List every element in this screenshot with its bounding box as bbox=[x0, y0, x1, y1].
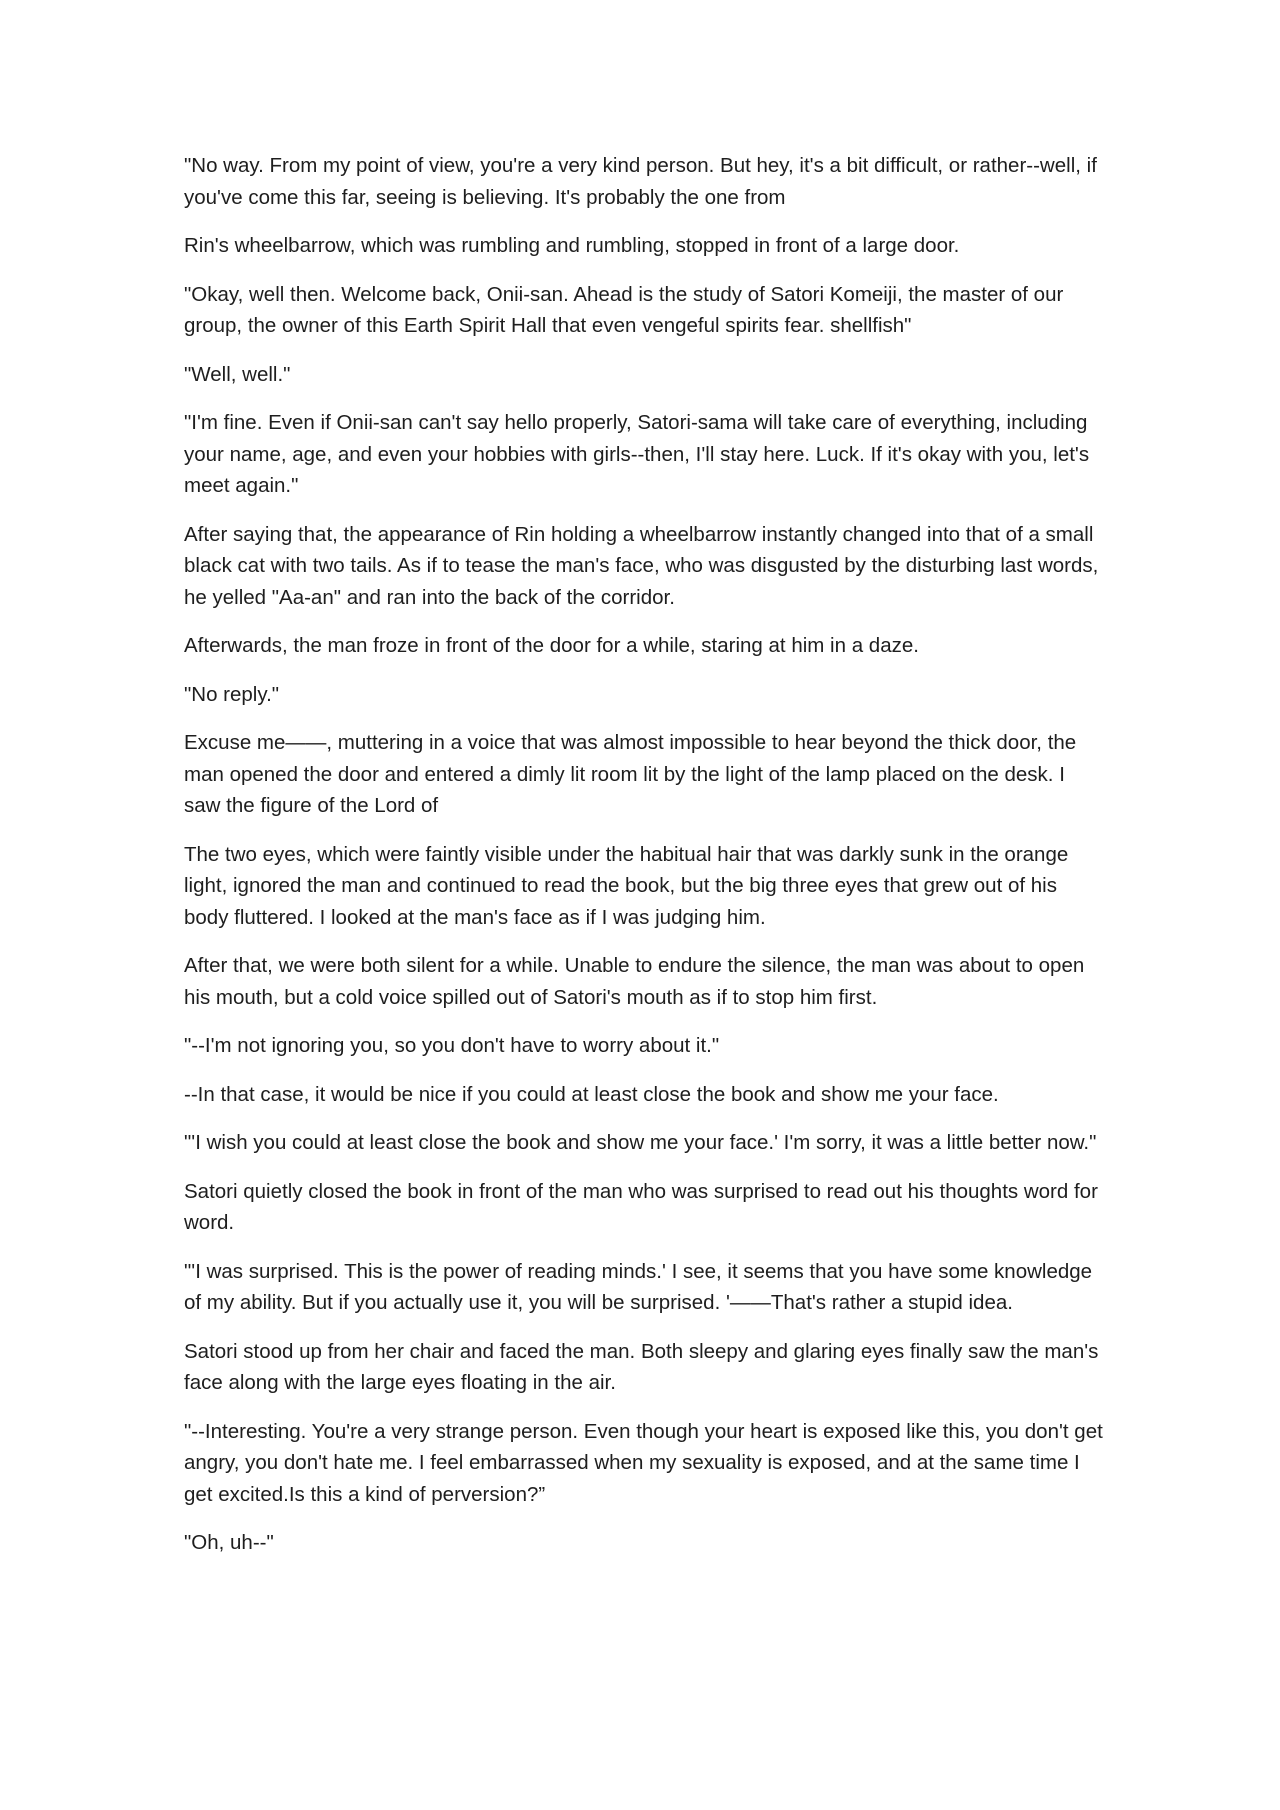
paragraph-5: "I'm fine. Even if Onii-san can't say hello properly, Satori-sama will take care of everything, including your name, age, and even your hobbies with girls--then, I'll stay here. Luck. If it's okay with you, let's meet again." bbox=[184, 411, 1090, 497]
paragraph-6: After saying that, the appearance of Rin holding a wheelbarrow instantly changed into that of a small black cat with two tails. As if to tease the man's face, who was disgusted by the disturbing last words, he yelled "Aa-an" and ran into the back of the corridor. bbox=[184, 522, 1099, 609]
paragraph-12: "--I'm not ignoring you, so you don't have to worry about it." bbox=[184, 1034, 720, 1057]
paragraph-19: "Oh, uh--" bbox=[184, 1531, 274, 1554]
paragraph-18: "--Interesting. You're a very strange person. Even though your heart is exposed like this, you don't get angry, you don't hate me. I feel embarrassed when my sexuality is exposed, and at the same time I get excited.Is this a kind of perversion?” bbox=[184, 1419, 1103, 1506]
paragraph-10: The two eyes, which were faintly visible under the habitual hair that was darkly sunk in the orange light, ignored the man and continued to read the book, but the big three eyes that grew out of his body fluttered. I looked at the man's face as if I was judging him. bbox=[184, 842, 1069, 929]
paragraph-17: Satori stood up from her chair and faced the man. Both sleepy and glaring eyes finally saw the man's face along with the large eyes floating in the air. bbox=[184, 1339, 1099, 1394]
paragraph-2: Rin's wheelbarrow, which was rumbling and rumbling, stopped in front of a large door. bbox=[184, 234, 960, 257]
paragraph-9: Excuse me——, muttering in a voice that was almost impossible to hear beyond the thick door, the man opened the door and entered a dimly lit room lit by the light of the lamp placed on the desk. I saw the figure of the Lord of bbox=[184, 731, 1077, 817]
paragraph-11: After that, we were both silent for a while. Unable to endure the silence, the man was about to open his mouth, but a cold voice spilled out of Satori's mouth as if to stop him first. bbox=[184, 954, 1085, 1009]
paragraph-16: "'I was surprised. This is the power of reading minds.' I see, it seems that you have some knowledge of my ability. But if you actually use it, you will be surprised. '——That's rather a stupid idea. bbox=[184, 1259, 1093, 1314]
paragraph-3: "Okay, well then. Welcome back, Onii-san. Ahead is the study of Satori Komeiji, the master of our group, the owner of this Earth Spirit Hall that even vengeful spirits fear. shellfish" bbox=[184, 282, 1064, 337]
paragraph-13: --In that case, it would be nice if you could at least close the book and show me your face. bbox=[184, 1082, 999, 1106]
paragraph-15: Satori quietly closed the book in front of the man who was surprised to read out his thoughts word for word. bbox=[184, 1179, 1098, 1234]
paragraph-14: "'I wish you could at least close the book and show me your face.' I'm sorry, it was a little better now." bbox=[184, 1131, 1097, 1154]
document-page bbox=[184, 150, 1104, 1576]
paragraph-1: "No way. From my point of view, you're a very kind person. But hey, it's a bit difficult, or rather--well, if you've come this far, seeing is believing. It's probably the one from bbox=[184, 154, 1097, 209]
paragraph-8: "No reply." bbox=[184, 682, 280, 706]
paragraph-7: Afterwards, the man froze in front of the door for a while, staring at him in a daze. bbox=[184, 634, 919, 657]
paragraph-4: "Well, well." bbox=[184, 362, 291, 386]
